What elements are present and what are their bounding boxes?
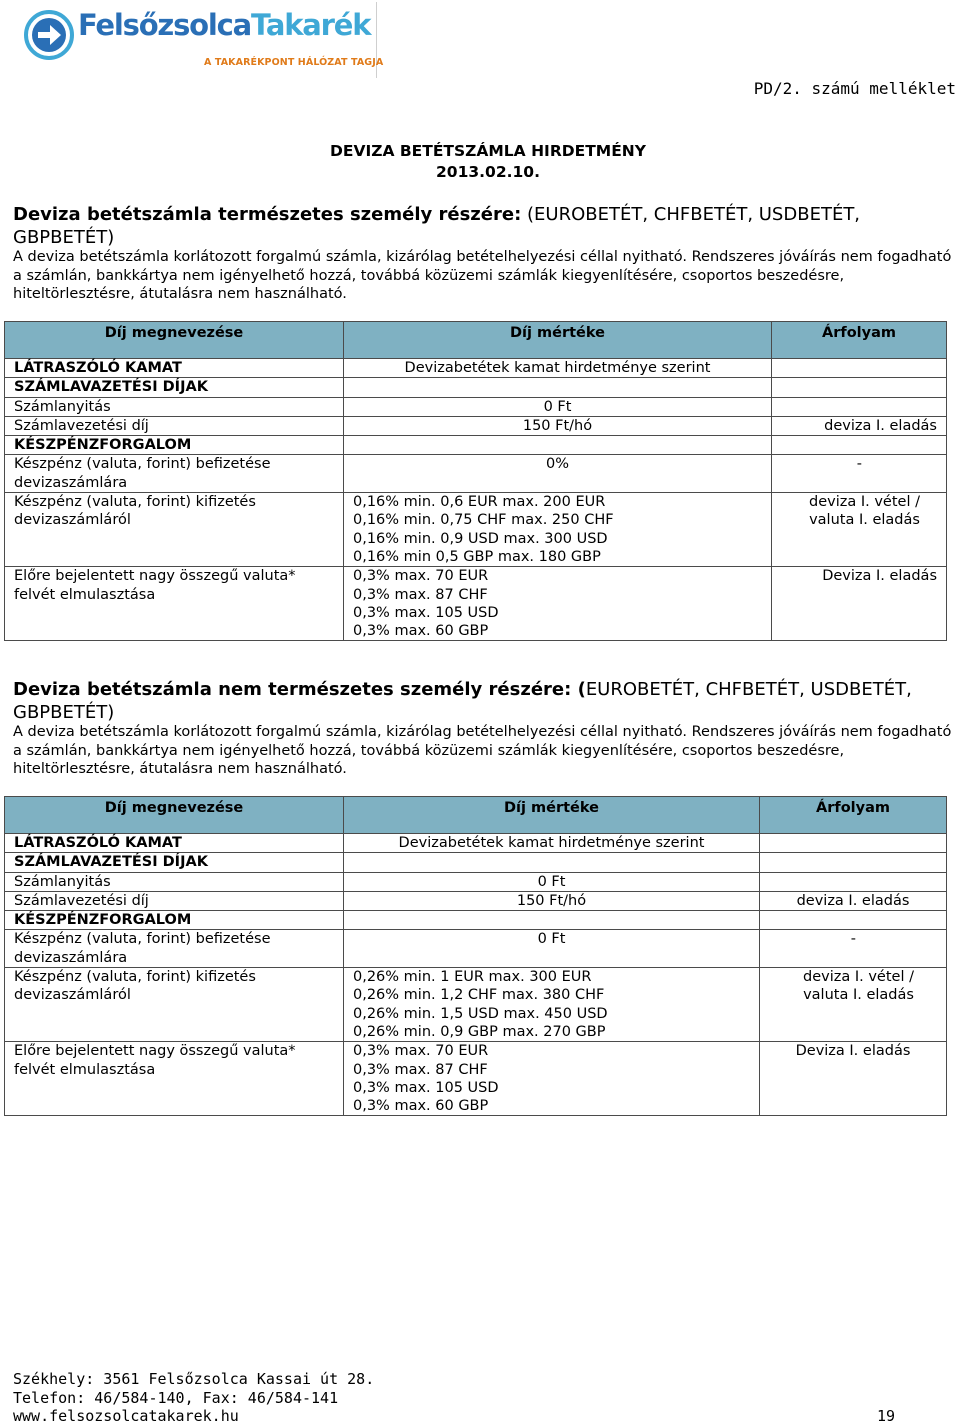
table-row — [5, 834, 947, 853]
maintenance-label: Számlavezetési díj — [5, 891, 344, 910]
notice-value-gbp: 0,3% max. 60 GBP — [353, 1098, 489, 1115]
header-fee-amount: Díj mértéke — [344, 322, 772, 359]
withdraw-value-chf: 0,26% min. 1,2 CHF max. 380 CHF — [353, 987, 605, 1004]
section2-heading-rest: EUROBETÉT, CHFBETÉT, USDBETÉT, GBPBETÉT) — [13, 679, 912, 723]
withdraw-value-usd: 0,26% min. 1,5 USD max. 450 USD — [353, 1005, 608, 1022]
section1-heading-bold: Deviza betétszámla természetes személy részére: — [13, 204, 522, 225]
maintenance-rate: deviza I. eladás — [772, 416, 947, 435]
empty-cell — [344, 911, 760, 930]
empty-cell — [760, 872, 947, 891]
header-fee-name: Díj megnevezése — [5, 322, 344, 359]
table-row — [5, 567, 947, 641]
table-row — [5, 416, 947, 435]
empty-cell — [760, 853, 947, 872]
notice-rate: Deviza I. eladás — [772, 567, 947, 641]
withdraw-value-gbp: 0,26% min. 0,9 GBP max. 270 GBP — [353, 1023, 606, 1040]
interest-value: Devizabetétek kamat hirdetménye szerint — [344, 834, 760, 853]
table-row — [5, 1042, 947, 1116]
withdraw-value-usd: 0,16% min. 0,9 USD max. 300 USD — [353, 530, 608, 547]
withdraw-rate — [760, 968, 947, 1042]
withdraw-rate-line2: valuta I. eladás — [809, 512, 920, 529]
empty-cell — [772, 378, 947, 397]
notice-value-eur: 0,3% max. 70 EUR — [353, 1043, 489, 1060]
table-row — [5, 493, 947, 567]
deposit-rate: - — [772, 455, 947, 493]
maintenance-rate: deviza I. eladás — [760, 891, 947, 910]
notice-value-gbp: 0,3% max. 60 GBP — [353, 623, 489, 640]
table-row — [5, 378, 947, 397]
withdraw-rate — [772, 493, 947, 567]
opening-label: Számlanyitás — [5, 397, 344, 416]
notice-value-usd: 0,3% max. 105 USD — [353, 604, 499, 621]
section1-heading-rest: (EUROBETÉT, CHFBETÉT, USDBETÉT, GBPBETÉT) — [13, 204, 861, 248]
table-row — [5, 455, 947, 493]
withdraw-rate-line1: deviza I. vétel / — [809, 494, 920, 511]
footer-address: Székhely: 3561 Felsőzsolca Kassai út 28. — [13, 1370, 375, 1388]
empty-cell — [344, 436, 772, 455]
deposit-value: 0% — [344, 455, 772, 493]
section2-heading-bold: Deviza betétszámla nem természetes személy részére: ( — [13, 679, 586, 700]
table-row — [5, 891, 947, 910]
header-exchange-rate: Árfolyam — [772, 322, 947, 359]
withdraw-value-eur: 0,26% min. 1 EUR max. 300 EUR — [353, 969, 592, 986]
withdraw-value-chf: 0,16% min. 0,75 CHF max. 250 CHF — [353, 512, 614, 529]
header-fee-amount: Díj mértéke — [344, 797, 760, 834]
account-fees-label: SZÁMLAVAZETÉSI DÍJAK — [5, 378, 344, 397]
withdraw-value-gbp: 0,16% min 0,5 GBP max. 180 GBP — [353, 548, 601, 565]
notice-value-usd: 0,3% max. 105 USD — [353, 1079, 499, 1096]
table-header-row — [5, 322, 947, 359]
deposit-label: Készpénz (valuta, forint) befizetése devizaszámlára — [5, 930, 344, 968]
notice-rate: Deviza I. eladás — [760, 1042, 947, 1116]
empty-cell — [760, 911, 947, 930]
notice-label: Előre bejelentett nagy összegű valuta* felvét elmulasztása — [5, 1042, 344, 1116]
cash-label: KÉSZPÉNZFORGALOM — [5, 436, 344, 455]
empty-cell — [760, 834, 947, 853]
footer — [13, 1370, 374, 1426]
withdraw-rate-line1: deviza I. vétel / — [803, 969, 914, 986]
withdraw-values — [344, 493, 772, 567]
footer-website-link[interactable]: www.felsozsolcatakarek.hu — [13, 1407, 239, 1425]
bank-name-part2: Takarék — [251, 8, 371, 42]
table-row — [5, 968, 947, 1042]
empty-cell — [344, 378, 772, 397]
opening-value: 0 Ft — [344, 872, 760, 891]
notice-values — [344, 567, 772, 641]
maintenance-value: 150 Ft/hó — [344, 416, 772, 435]
table-row — [5, 872, 947, 891]
interest-label: LÁTRASZÓLÓ KAMAT — [5, 834, 344, 853]
notice-value-eur: 0,3% max. 70 EUR — [353, 568, 489, 585]
notice-value-chf: 0,3% max. 87 CHF — [353, 1061, 488, 1078]
withdraw-label: Készpénz (valuta, forint) kifizetés devizaszámláról — [5, 968, 344, 1042]
header-exchange-rate: Árfolyam — [760, 797, 947, 834]
section1-heading — [13, 203, 958, 249]
empty-cell — [772, 397, 947, 416]
document-date: 2013.02.10. — [436, 163, 540, 181]
footer-phone: Telefon: 46/584-140, Fax: 46/584-141 — [13, 1388, 339, 1407]
interest-label: LÁTRASZÓLÓ KAMAT — [5, 359, 344, 378]
deposit-value: 0 Ft — [344, 930, 760, 968]
maintenance-value: 150 Ft/hó — [344, 891, 760, 910]
notice-values — [344, 1042, 760, 1116]
bank-name — [78, 8, 371, 42]
table-row — [5, 436, 947, 455]
empty-cell — [772, 436, 947, 455]
account-fees-label: SZÁMLAVAZETÉSI DÍJAK — [5, 853, 344, 872]
header-fee-name: Díj megnevezése — [5, 797, 344, 834]
deposit-rate: - — [760, 930, 947, 968]
deposit-label: Készpénz (valuta, forint) befizetése devizaszámlára — [5, 455, 344, 493]
section2-description: A deviza betétszámla korlátozott forgalmú számla, kizárólag betételhelyezési céllal nyitható. Rendszeres jóváírás nem fogadható a számlán, bankkártya nem igényelhető hozzá, továbbá közüzemi számlák kiegyenlítésére, csoportos beszedésre, hiteltörlesztésre, átutalásra nem használható. — [13, 724, 952, 777]
opening-label: Számlanyitás — [5, 872, 344, 891]
table-row — [5, 911, 947, 930]
withdraw-values — [344, 968, 760, 1042]
section1-fee-table — [4, 321, 947, 641]
notice-label: Előre bejelentett nagy összegű valuta* felvét elmulasztása — [5, 567, 344, 641]
withdraw-rate-line2: valuta I. eladás — [803, 987, 914, 1004]
bank-tagline: A TAKARÉKPONT HÁLÓZAT TAGJA — [204, 57, 384, 68]
section2-heading — [13, 678, 958, 724]
notice-value-chf: 0,3% max. 87 CHF — [353, 586, 488, 603]
withdraw-value-eur: 0,16% min. 0,6 EUR max. 200 EUR — [353, 494, 606, 511]
section2-fee-table — [4, 796, 947, 1116]
bank-logo — [14, 2, 384, 78]
empty-cell — [344, 853, 760, 872]
annex-label: PD/2. számú melléklet — [753, 79, 956, 98]
section1-description: A deviza betétszámla korlátozott forgalmú számla, kizárólag betételhelyezési céllal nyitható. Rendszeres jóváírás nem fogadható a számlán, bankkártya nem igényelhető hozzá, továbbá közüzemi számlák kiegyenlítésére, csoportos beszedésre, hiteltörlesztésre, átutalásra nem használható. — [13, 249, 952, 302]
table-row — [5, 359, 947, 378]
interest-value: Devizabetétek kamat hirdetménye szerint — [344, 359, 772, 378]
opening-value: 0 Ft — [344, 397, 772, 416]
empty-cell — [772, 359, 947, 378]
maintenance-label: Számlavezetési díj — [5, 416, 344, 435]
table-row — [5, 853, 947, 872]
arrow-circle-logo-icon — [24, 10, 74, 60]
withdraw-label: Készpénz (valuta, forint) kifizetés devizaszámláról — [5, 493, 344, 567]
table-header-row — [5, 797, 947, 834]
bank-name-part1: Felsőzsolca — [78, 8, 251, 42]
table-row — [5, 397, 947, 416]
page-number: 19 — [877, 1407, 896, 1425]
document-title: DEVIZA BETÉTSZÁMLA HIRDETMÉNY — [330, 142, 646, 160]
table-row — [5, 930, 947, 968]
cash-label: KÉSZPÉNZFORGALOM — [5, 911, 344, 930]
